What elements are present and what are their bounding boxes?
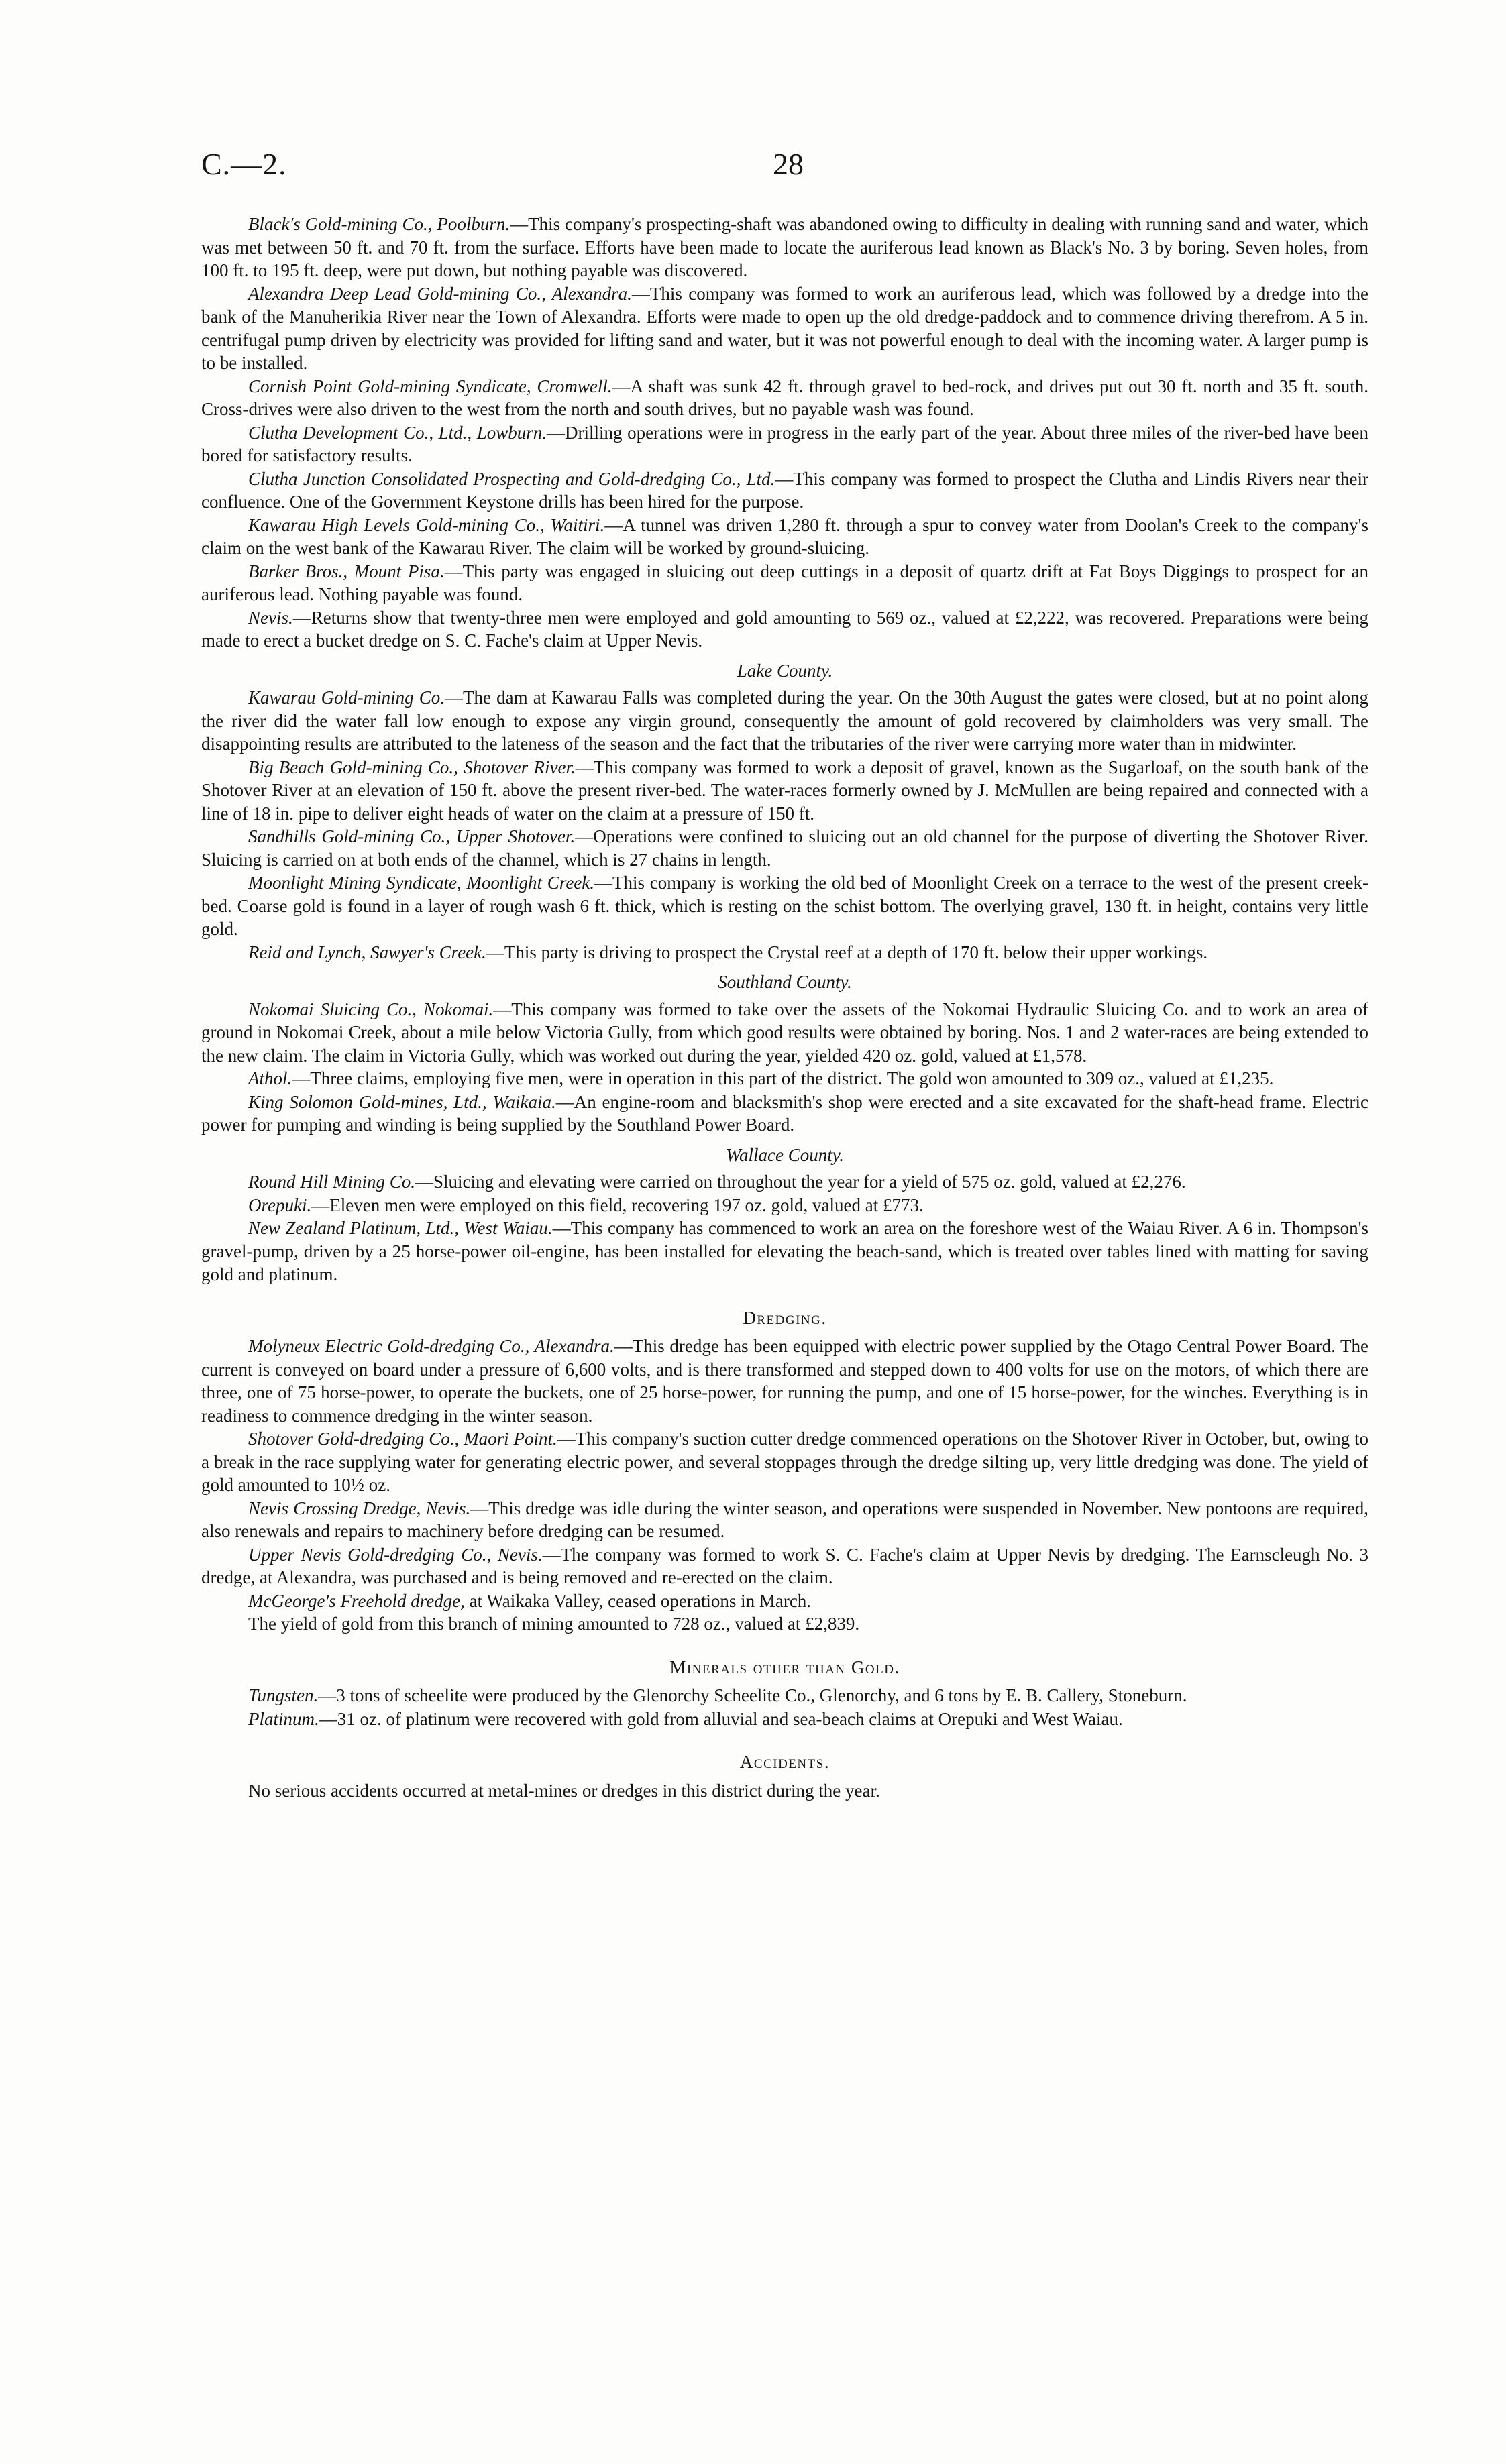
paragraph xyxy=(201,871,1368,941)
paragraph-text: —Three claims, employing five men, were in operation in this part of the district. The gold won amounted to 309 oz., valued at £1,235. xyxy=(292,1068,1274,1088)
paragraph-text: —The company was formed to work S. C. Fache's claim at Upper Nevis by dredging. The Earnscleugh No. 3 dredge, at Alexandra, was purchased and is being removed and re-erected on the claim. xyxy=(201,1544,1369,1587)
paragraph-text: —An engine-room and blacksmith's shop were erected and a site excavated for the shaft-head frame. Electric power for pumping and winding is being supplied by the Southland Power Board. xyxy=(201,1091,1368,1135)
paragraph-text: —This dredge was idle during the winter season, and operations were suspended in November. New pontoons are required, also renewals and repairs to machinery before dredging can be resumed. xyxy=(201,1498,1368,1541)
paragraph-lead: Nevis Crossing Dredge, Nevis. xyxy=(248,1498,471,1518)
paragraph-lead: Athol. xyxy=(248,1068,292,1088)
paragraph-lead: Cornish Point Gold-mining Syndicate, Cromwell. xyxy=(248,376,612,396)
paragraph-text: —The dam at Kawarau Falls was completed during the year. On the 30th August the gates were closed, but at no point along the river did the water fall low enough to expose any virgin ground, consequently the amount of gold recovered by claimholders was very small. The disappointing results are attributed to the lateness of the season and the fact that the tributaries of the river were carrying more water than in midwinter. xyxy=(201,687,1368,754)
paragraph xyxy=(201,756,1368,826)
paragraph-lead: New Zealand Platinum, Ltd., West Waiau. xyxy=(248,1218,553,1238)
section-heading: Accidents. xyxy=(739,1752,830,1772)
paragraph xyxy=(201,606,1368,653)
paragraph-text: —This company was formed to work an auriferous lead, which was followed by a dredge into the bank of the Manuherikia River near the Town of Alexandra. Efforts were made to open up the old dredge-paddock and to commence driving therefrom. A 5 in. centrifugal pump driven by electricity was provided for lifting sand and water, but it was not powerful enough to deal with the incoming water. A larger pump is to be installed. xyxy=(201,283,1368,373)
paragraph-text: —Returns show that twenty-three men were employed and gold amounting to 569 oz., valued at £2,222, was recovered. Preparations were being made to erect a bucket dredge on S. C. Fache's claim at Upper Nevis. xyxy=(201,607,1368,651)
paragraph xyxy=(201,1684,1368,1707)
paragraph-text: —This company was formed to prospect the Clutha and Lindis Rivers near their confluence. One of the Government Keystone drills has been hired for the purpose. xyxy=(201,468,1368,512)
paragraph-text: No serious accidents occurred at metal-mines or dredges in this district during the year. xyxy=(248,1780,880,1801)
paragraph-lead: King Solomon Gold-mines, Ltd., Waikaia. xyxy=(248,1091,556,1112)
section-heading: Lake County. xyxy=(737,660,833,681)
paragraph xyxy=(201,1170,1368,1194)
document-body xyxy=(201,213,1368,1802)
paragraph-text: —This dredge has been equipped with electric power supplied by the Otago Central Power Board. The current is conveyed on board under a pressure of 6,600 volts, and is there transformed and stepped down to 400 volts for use on the motors, of which there are three, one of 75 horse-power, to operate the buckets, one of 25 horse-power, for running the pump, and one of 15 horse-power, for the winches. Everything is in readiness to commence dredging in the winter season. xyxy=(201,1336,1368,1426)
document-code: C.—2. xyxy=(201,147,287,181)
paragraph-lead: Nokomai Sluicing Co., Nokomai. xyxy=(248,999,494,1019)
paragraph-text: —This party was engaged in sluicing out deep cuttings in a deposit of quartz drift at Fat Boys Diggings to prospect for an auriferous lead. Nothing payable was found. xyxy=(201,561,1368,604)
paragraph xyxy=(201,1779,1368,1803)
paragraph-lead: Upper Nevis Gold-dredging Co., Nevis. xyxy=(248,1544,543,1565)
paragraph-lead: Black's Gold-mining Co., Poolburn. xyxy=(248,214,510,234)
paragraph xyxy=(201,421,1368,467)
page-header xyxy=(201,146,1382,186)
paragraph-lead: Barker Bros., Mount Pisa. xyxy=(248,561,445,581)
paragraph-text: —This company is working the old bed of Moonlight Creek on a terrace to the west of the present creek-bed. Coarse gold is found in a layer of rough wash 6 ft. thick, which is resting on the schist bottom. The overlying gravel, 130 ft. in height, contains very little gold. xyxy=(201,873,1369,939)
paragraph xyxy=(201,998,1368,1068)
paragraph xyxy=(201,1335,1368,1427)
section-heading: Southland County. xyxy=(718,972,852,992)
paragraph-text: —31 oz. of platinum were recovered with gold from alluvial and sea-beach claims at Orepuki and West Waiau. xyxy=(319,1708,1123,1729)
paragraph xyxy=(201,467,1368,514)
paragraph-lead: Kawarau High Levels Gold-mining Co., Waitiri. xyxy=(248,514,605,535)
paragraph xyxy=(201,1589,1368,1613)
paragraph xyxy=(201,825,1368,871)
page-number: 28 xyxy=(773,147,804,181)
paragraph-text: —This company was formed to work a deposit of gravel, known as the Sugarloaf, on the south bank of the Shotover River at an elevation of 150 ft. above the present river-bed. The water-races formerly owned by J. McMullen are being repaired and connected with a line of 18 in. pipe to deliver eight heads of water on the claim at a pressure of 150 ft. xyxy=(201,757,1368,824)
paragraph-text: —3 tons of scheelite were produced by the Glenorchy Scheelite Co., Glenorchy, and 6 tons by E. B. Callery, Stoneburn. xyxy=(318,1685,1187,1705)
paragraph-text: at Waikaka Valley, ceased operations in March. xyxy=(464,1590,812,1611)
paragraph-text: —This company's prospecting-shaft was abandoned owing to difficulty in dealing with running sand and water, which was met between 50 ft. and 70 ft. from the surface. Efforts have been made to locate the auriferous lead known as Black's No. 3 by boring. Seven holes, from 100 ft. to 195 ft. deep, were put down, but nothing payable was discovered. xyxy=(201,214,1368,280)
paragraph-lead: Platinum. xyxy=(248,1708,319,1729)
paragraph-lead: Round Hill Mining Co. xyxy=(248,1172,415,1192)
paragraph xyxy=(201,1067,1368,1090)
paragraph xyxy=(201,1194,1368,1217)
paragraph-lead: Clutha Development Co., Ltd., Lowburn. xyxy=(248,422,547,443)
paragraph-text: —A tunnel was driven 1,280 ft. through a spur to convey water from Doolan's Creek to the company's claim on the west bank of the Kawarau River. The claim will be worked by ground-sluicing. xyxy=(201,514,1368,558)
paragraph xyxy=(201,213,1368,282)
paragraph-text: —A shaft was sunk 42 ft. through gravel to bed-rock, and drives put out 30 ft. north and 35 ft. south. Cross-drives were also driven to the west from the north and south drives, but no payable wash was found. xyxy=(201,376,1368,419)
paragraph xyxy=(201,686,1368,756)
paragraph-text: The yield of gold from this branch of mining amounted to 728 oz., valued at £2,839. xyxy=(248,1614,860,1634)
paragraph xyxy=(201,282,1368,375)
paragraph-lead: Nevis. xyxy=(248,607,293,628)
paragraph xyxy=(201,1543,1368,1589)
paragraph xyxy=(201,514,1368,560)
paragraph-text: —This company's suction cutter dredge commenced operations on the Shotover River in October, but, owing to a break in the race supplying water for generating electric power, and several stoppages through the dredge silting up, very little dredging was done. The yield of gold amounted to 10½ oz. xyxy=(201,1429,1368,1495)
section-heading: Wallace County. xyxy=(726,1144,844,1165)
paragraph-lead: Shotover Gold-dredging Co., Maori Point. xyxy=(248,1429,557,1449)
paragraph xyxy=(201,375,1368,421)
paragraph-text: —Operations were confined to sluicing out an old channel for the purpose of diverting the Shotover River. Sluicing is carried on at both ends of the channel, which is 27 chains in length. xyxy=(201,826,1368,870)
paragraph-text: —This company was formed to take over the assets of the Nokomai Hydraulic Sluicing Co. and to work an area of ground in Nokomai Creek, about a mile below Victoria Gully, from which good results were obtained by boring. Nos. 1 and 2 water-races are being extended to the new claim. The claim in Victoria Gully, which was worked out during the year, yielded 420 oz. gold, valued at £1,578. xyxy=(201,999,1368,1066)
section-heading: Minerals other than Gold. xyxy=(669,1657,900,1677)
paragraph xyxy=(201,1612,1368,1636)
paragraph-lead: Orepuki. xyxy=(248,1194,312,1215)
paragraph xyxy=(201,1427,1368,1497)
paragraph-lead: Moonlight Mining Syndicate, Moonlight Creek. xyxy=(248,873,595,893)
paragraph xyxy=(201,1497,1368,1543)
paragraph xyxy=(201,560,1368,606)
paragraph xyxy=(201,1090,1368,1137)
paragraph-text: —This party is driving to prospect the Crystal reef at a depth of 170 ft. below their upper workings. xyxy=(486,942,1208,962)
paragraph-lead: Clutha Junction Consolidated Prospecting and Gold-dredging Co., Ltd. xyxy=(248,468,775,489)
paragraph xyxy=(201,1707,1368,1731)
paragraph-lead: Reid and Lynch, Sawyer's Creek. xyxy=(248,942,486,962)
paragraph-text: —Sluicing and elevating were carried on throughout the year for a yield of 575 oz. gold, valued at £2,276. xyxy=(415,1172,1186,1192)
paragraph-text: —Eleven men were employed on this field, recovering 197 oz. gold, valued at £773. xyxy=(311,1194,924,1215)
paragraph-lead: Sandhills Gold-mining Co., Upper Shotover. xyxy=(248,826,576,846)
paragraph-lead: Tungsten. xyxy=(248,1685,319,1705)
paragraph xyxy=(201,941,1368,964)
section-heading: Dredging. xyxy=(743,1307,827,1328)
paragraph-lead: Alexandra Deep Lead Gold-mining Co., Alexandra. xyxy=(248,283,632,304)
paragraph xyxy=(201,1217,1368,1286)
paragraph-text: —This company has commenced to work an area on the foreshore west of the Waiau River. A 6 in. Thompson's gravel-pump, driven by a 25 horse-power oil-engine, has been installed for elevating the beach-sand, which is treated over tables lined with matting for saving gold and platinum. xyxy=(201,1218,1368,1284)
paragraph-lead: Molyneux Electric Gold-dredging Co., Alexandra. xyxy=(248,1336,614,1356)
paragraph-lead: Big Beach Gold-mining Co., Shotover River. xyxy=(248,757,576,777)
paragraph-lead: Kawarau Gold-mining Co. xyxy=(248,687,445,708)
paragraph-lead: McGeorge's Freehold dredge, xyxy=(248,1590,465,1611)
paragraph-text: —Drilling operations were in progress in the early part of the year. About three miles of the river-bed have been bored for satisfactory results. xyxy=(201,422,1368,465)
